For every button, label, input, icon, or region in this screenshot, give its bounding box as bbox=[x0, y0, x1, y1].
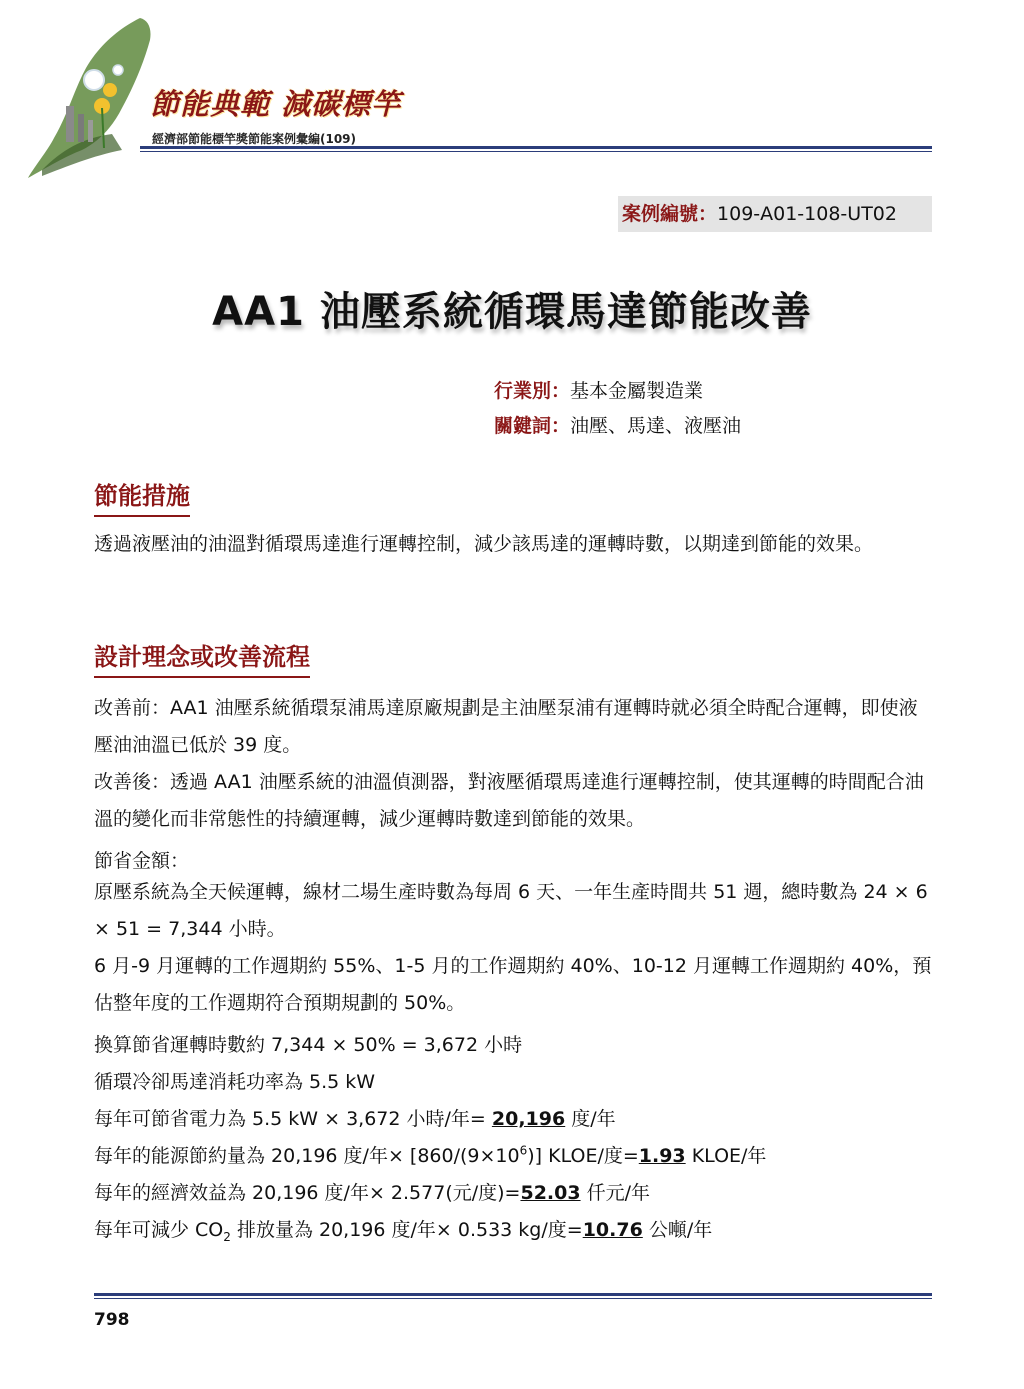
case-number-box bbox=[618, 196, 932, 232]
case-number-label: 案例編號： bbox=[622, 203, 718, 225]
electricity-suffix: 度/年 bbox=[565, 1108, 616, 1130]
hours-text: 原壓系統為全天候運轉，線材二場生產時數為每周 6 天、一年生產時間共 51 週，總時數為 24 × 6 × 51 = 7,344 小時。 bbox=[94, 881, 928, 940]
motor-power: 循環冷卻馬達消耗功率為 5.5 kW bbox=[94, 1071, 376, 1093]
energy-savings bbox=[94, 1141, 766, 1168]
energy-suffix: KLOE/年 bbox=[685, 1145, 767, 1167]
footer-divider-thin bbox=[94, 1298, 932, 1299]
energy-prefix: 每年的能源節約量為 20,196 度/年× [860/(9×10 bbox=[94, 1145, 520, 1167]
case-number-value: 109-A01-108-UT02 bbox=[717, 203, 897, 225]
co2-mid: 排放量為 20,196 度/年× 0.533 kg/度= bbox=[230, 1219, 583, 1241]
section-title-measures: 節能措施 bbox=[94, 476, 190, 517]
keywords-value: 油壓、馬達、液壓油 bbox=[570, 415, 742, 437]
publication-subtitle: 經濟部節能標竿獎節能案例彙編(109) bbox=[152, 132, 357, 146]
duty-cycle-text: 6 月-9 月運轉的工作週期約 55%、1-5 月的工作週期約 40%、10-12 月運轉工作週期約 40%，預估整年度的工作週期符合預期規劃的 50%。 bbox=[94, 955, 932, 1014]
document-title: AA1 油壓系統循環馬達節能改善 bbox=[212, 289, 812, 335]
before-text: 改善前：AA1 油壓系統循環泵浦馬達原廠規劃是主油壓泵浦有運轉時就必須全時配合運轉，即使液壓油油溫已低於 39 度。 bbox=[94, 697, 918, 756]
energy-value: 1.93 bbox=[638, 1145, 686, 1167]
keywords-label: 關鍵詞： bbox=[494, 415, 571, 437]
economic-prefix: 每年的經濟效益為 20,196 度/年× 2.577(元/度)= bbox=[94, 1182, 521, 1204]
economic-benefit bbox=[94, 1178, 650, 1205]
footer-divider bbox=[94, 1293, 932, 1296]
header-divider bbox=[140, 146, 932, 149]
page-number: 798 bbox=[94, 1310, 130, 1330]
co2-subscript: 2 bbox=[223, 1229, 231, 1244]
after-text: 改善後：透過 AA1 油壓系統的油溫偵測器，對液壓循環馬達進行運轉控制，使其運轉的時間配合油溫的變化而非常態性的持續運轉，減少運轉時數達到節能的效果。 bbox=[94, 771, 924, 830]
section-title-design: 設計理念或改善流程 bbox=[94, 637, 310, 678]
economic-suffix: 仟元/年 bbox=[580, 1182, 651, 1204]
industry-label: 行業別： bbox=[494, 380, 571, 402]
measures-text: 透過液壓油的油溫對循環馬達進行運轉控制，減少該馬達的運轉時數，以期達到節能的效果。 bbox=[94, 533, 874, 555]
slogan: 節能典範 減碳標竿 bbox=[150, 87, 402, 121]
economic-value: 52.03 bbox=[520, 1182, 581, 1204]
electricity-value: 20,196 bbox=[491, 1108, 566, 1130]
keywords-row bbox=[494, 411, 741, 438]
header-divider-thin bbox=[140, 151, 932, 152]
co2-prefix: 每年可減少 CO bbox=[94, 1219, 224, 1241]
electricity-savings bbox=[94, 1104, 616, 1131]
co2-value: 10.76 bbox=[582, 1219, 643, 1241]
co2-suffix: 公噸/年 bbox=[642, 1219, 713, 1241]
energy-mid: )] KLOE/度= bbox=[527, 1145, 639, 1167]
converted-hours: 換算節省運轉時數約 7,344 × 50% = 3,672 小時 bbox=[94, 1034, 523, 1056]
savings-heading: 節省金額： bbox=[94, 850, 190, 872]
industry-row bbox=[494, 376, 703, 403]
energy-exponent: 6 bbox=[519, 1143, 528, 1158]
co2-reduction bbox=[94, 1215, 712, 1244]
electricity-prefix: 每年可節省電力為 5.5 kW × 3,672 小時/年= bbox=[94, 1108, 492, 1130]
industry-value: 基本金屬製造業 bbox=[570, 380, 704, 402]
page-header bbox=[0, 0, 1024, 185]
